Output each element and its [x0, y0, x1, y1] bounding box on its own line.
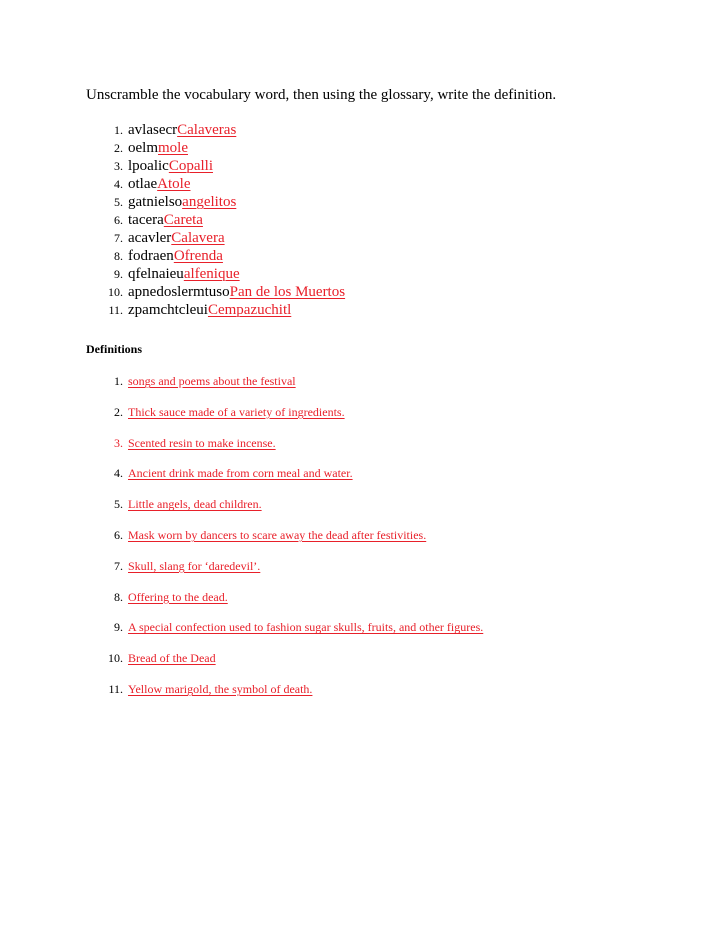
vocab-number: 11.	[108, 303, 123, 317]
vocab-number: 5.	[114, 195, 123, 209]
definition-item	[90, 372, 483, 403]
definitions-heading: Definitions	[86, 342, 143, 356]
vocab-number: 8.	[114, 249, 123, 263]
definition-text: Bread of the Dead	[128, 651, 216, 666]
scrambled-word: otlae	[128, 176, 158, 192]
definition-number: 10.	[108, 651, 123, 666]
scrambled-word: zpamchtcleui	[128, 302, 208, 318]
vocab-number: 10.	[108, 285, 123, 299]
vocab-item	[90, 283, 345, 301]
definition-text: Scented resin to make incense.	[128, 435, 276, 450]
definition-item	[90, 588, 483, 619]
scrambled-word: qfelnaieu	[128, 266, 184, 282]
answer-word: Calaveras	[177, 122, 237, 138]
definition-item	[90, 649, 483, 680]
vocab-item	[90, 229, 345, 247]
definition-text: Offering to the dead.	[128, 589, 228, 604]
vocab-item	[90, 265, 345, 283]
definition-number: 7.	[114, 558, 123, 573]
definition-text: A special confection used to fashion sugar skulls, fruits, and other figures.	[128, 620, 484, 635]
definitions-list	[90, 372, 483, 711]
vocab-number: 2.	[114, 141, 123, 155]
definition-text: Yellow marigold, the symbol of death.	[128, 681, 313, 696]
definition-number: 1.	[114, 374, 123, 388]
definition-number: 6.	[114, 527, 123, 542]
scrambled-word: lpoalic	[128, 158, 169, 174]
vocab-number: 6.	[114, 213, 123, 227]
definition-item	[90, 464, 483, 495]
answer-word: Pan de los Muertos	[229, 284, 346, 300]
definition-item	[90, 526, 483, 557]
vocab-item	[90, 211, 345, 229]
definition-number: 9.	[114, 620, 123, 635]
definition-number: 5.	[114, 497, 123, 512]
definition-text: Mask worn by dancers to scare away the dead after festivities.	[128, 527, 427, 542]
definition-number: 11.	[108, 681, 123, 696]
vocab-number: 3.	[114, 159, 123, 173]
answer-word: Atole	[157, 176, 191, 192]
definition-text: Little angels, dead children.	[128, 497, 262, 512]
answer-word: Careta	[163, 212, 203, 228]
definition-text: Thick sauce made of a variety of ingredients.	[128, 404, 345, 419]
definition-number: 4.	[114, 466, 123, 481]
answer-word: mole	[158, 140, 188, 156]
vocab-number: 7.	[114, 231, 123, 245]
definition-item	[90, 434, 483, 465]
definition-item	[90, 557, 483, 588]
answer-word: Cempazuchitl	[207, 302, 292, 318]
vocab-item	[90, 193, 345, 211]
scrambled-word: apnedoslermtuso	[128, 284, 230, 300]
scrambled-word: acavler	[128, 230, 172, 246]
scrambled-word: fodraen	[128, 248, 174, 264]
vocab-item	[90, 247, 345, 265]
definition-number: 3.	[114, 435, 123, 450]
scrambled-word: oelm	[128, 140, 158, 156]
vocab-item	[90, 301, 345, 319]
scrambled-word: tacera	[128, 212, 164, 228]
answer-word: angelitos	[182, 194, 237, 210]
definition-text: songs and poems about the festival	[128, 374, 296, 388]
definition-text: Ancient drink made from corn meal and water.	[128, 466, 353, 481]
definition-number: 2.	[114, 404, 123, 419]
definition-text: Skull, slang for ‘daredevil’.	[128, 558, 261, 573]
answer-word: Copalli	[168, 158, 213, 174]
definition-item	[90, 403, 483, 434]
answer-word: alfenique	[183, 266, 240, 282]
vocab-number: 4.	[114, 177, 123, 191]
vocab-item	[90, 175, 345, 193]
vocab-item	[90, 139, 345, 157]
definition-item	[90, 680, 483, 711]
instruction-text: Unscramble the vocabulary word, then using the glossary, write the definition.	[86, 87, 557, 103]
scrambled-word: avlasecr	[128, 122, 178, 138]
vocab-item	[90, 121, 345, 139]
vocab-number: 9.	[114, 267, 123, 281]
vocab-item	[90, 157, 345, 175]
definition-number: 8.	[114, 589, 123, 604]
vocab-number: 1.	[114, 123, 123, 137]
definition-item	[90, 495, 483, 526]
definition-item	[90, 618, 483, 649]
answer-word: Ofrenda	[173, 248, 223, 264]
answer-word: Calavera	[171, 230, 225, 246]
vocab-list	[90, 121, 345, 319]
scrambled-word: gatnielso	[128, 194, 183, 210]
